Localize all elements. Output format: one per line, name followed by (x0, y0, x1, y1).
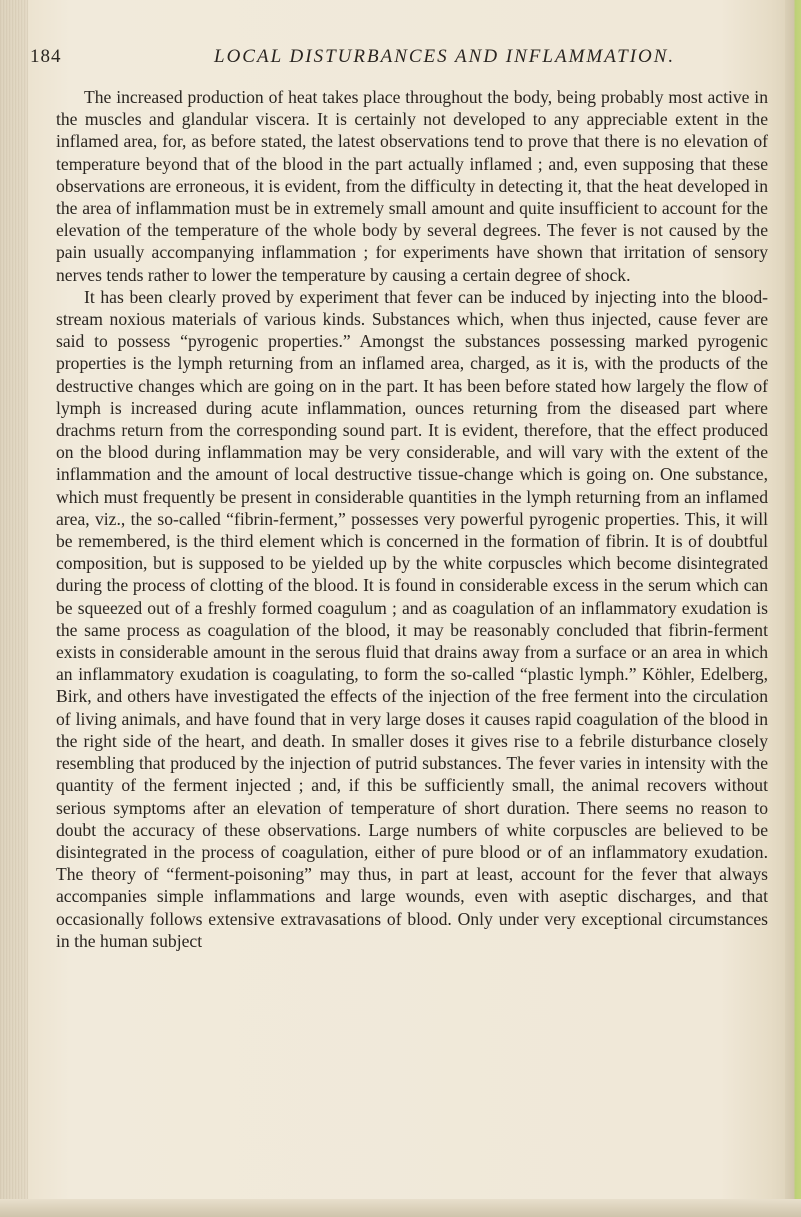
page-edge (785, 0, 801, 1217)
paragraph: The increased production of heat takes place throughout the body, being probably most active in the muscles and glandular viscera. It is certainly not developed to any appreciable extent in the inflamed area, for, as before stated, the latest observations tend to prove that there is no elevation of temperature beyond that of the blood in the part actually inflamed ; and, even supposing that these observations are erroneous, it is evident, from the difficulty in detecting it, that the heat developed in the area of inflammation must be in extremely small amount and quite insufficient to account for the elevation of the temperature of the whole body by several degrees. The fever is not caused by the pain usually accompanying inflammation ; for experiments have shown that irritation of sensory nerves tends rather to lower the temperature by causing a certain degree of shock. (56, 87, 768, 285)
page-bottom-edge (0, 1199, 801, 1217)
running-title: LOCAL DISTURBANCES AND INFLAMMATION. (214, 46, 676, 67)
page-number: 184 (30, 46, 62, 67)
running-header (30, 36, 770, 76)
page-gutter (0, 0, 28, 1217)
body-text (56, 86, 768, 952)
paragraph: It has been clearly proved by experiment that fever can be induced by injecting into the blood-stream noxious materials of various kinds. Substances which, when thus injected, cause fever are said to possess “pyrogenic properties.” Amongst the substances possessing marked pyrogenic properties is the lymph returning from an inflamed area, charged, as it is, with the products of the destructive changes which are going on in the part. It has been before stated how largely the flow of lymph is increased during acute inflammation, ounces returning from the diseased part where drachms return from the corresponding sound part. It is evident, therefore, that the effect produced on the blood during inflammation may be very considerable, and will vary with the extent of the inflammation and the amount of local destructive tissue-change which is going on. One substance, which must frequently be present in considerable quantities in the lymph returning from an inflamed area, viz., the so-called “fibrin-ferment,” possesses very powerful pyrogenic properties. This, it will be remembered, is the third element which is concerned in the formation of fibrin. It is of doubtful composition, but is supposed to be yielded up by the white corpuscles which become disintegrated during the process of clotting of the blood. It is found in considerable excess in the serum which can be squeezed out of a freshly formed coagulum ; and as coagulation of an inflammatory exudation is the same process as coagulation of the blood, it may be reasonably concluded that fibrin-ferment exists in considerable amount in the serous fluid that drains away from a surface or an area in which an inflammatory exudation is coagulating, to form the so-called “plastic lymph.” Köhler, Edelberg, Birk, and others have investigated the effects of the injection of the free ferment into the circulation of living animals, and have found that in very large doses it causes rapid coagulation of the blood in the right side of the heart, and death. In smaller doses it gives rise to a febrile disturbance closely resembling that produced by the injection of putrid substances. The fever varies in intensity with the quantity of the ferment injected ; and, if this be sufficiently small, the animal recovers without serious symptoms after an elevation of temperature of short duration. There seems no reason to doubt the accuracy of these observations. Large numbers of white corpuscles are believed to be disintegrated in the process of coagulation, either of pure blood or of an inflammatory exudation. The theory of “ferment-poisoning” may thus, in part at least, account for the fever that always accompanies simple inflammations and large wounds, even with aseptic discharges, and that occasionally follows extensive extravasations of blood. Only under very exceptional circumstances in the human subject (56, 286, 768, 951)
